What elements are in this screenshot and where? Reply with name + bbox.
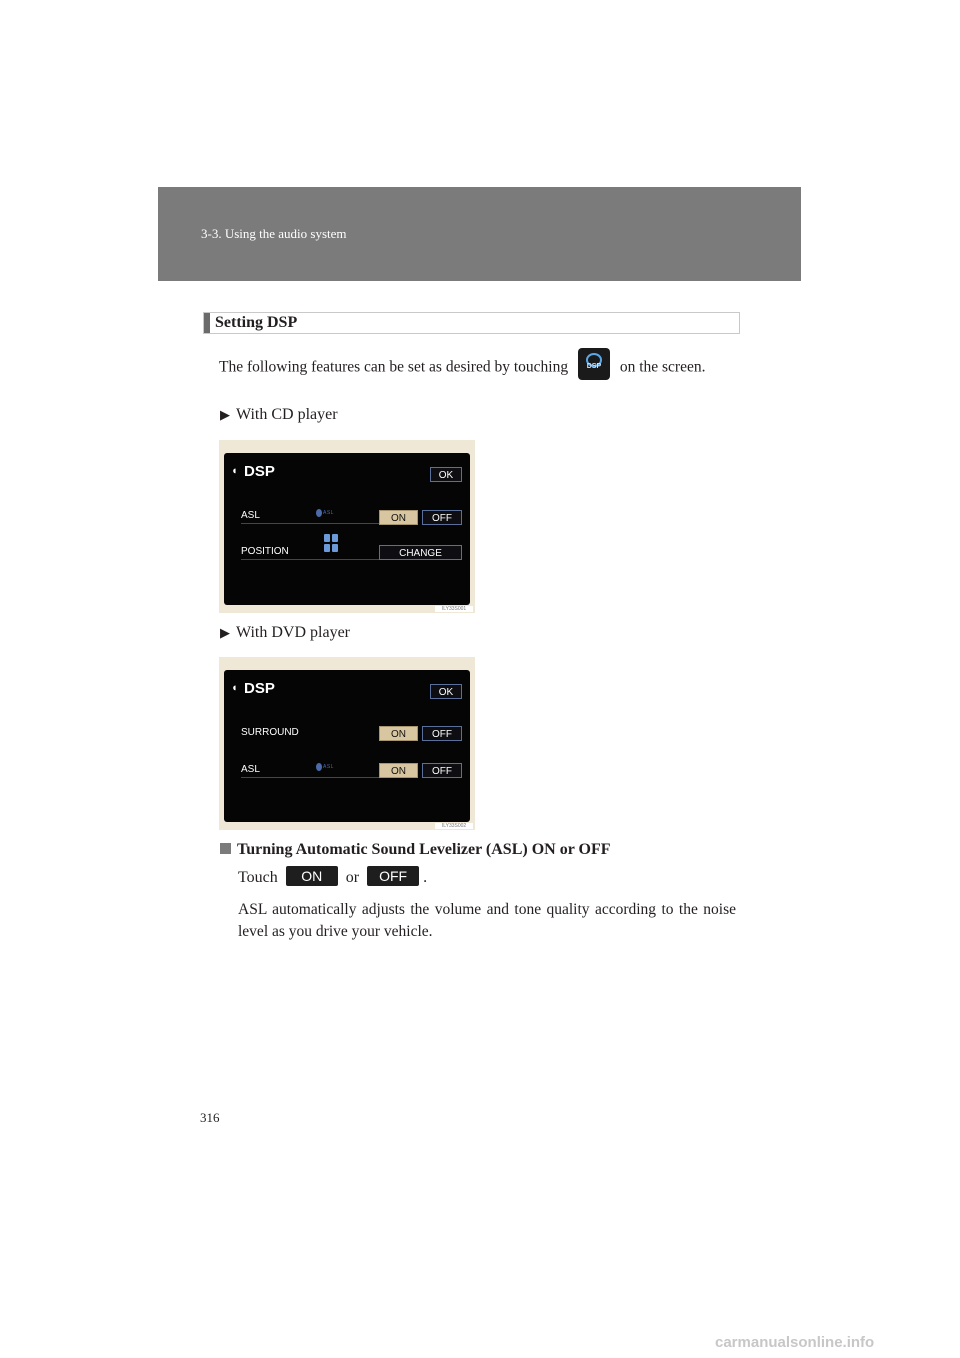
dvd-player-label: ▶ With DVD player bbox=[220, 624, 350, 641]
speaker-icon: ◖ bbox=[231, 682, 238, 694]
watermark: carmanualsonline.info bbox=[715, 1334, 875, 1351]
asl-indicator-icon: ASL bbox=[316, 763, 336, 771]
dvd-dsp-screen bbox=[219, 657, 475, 830]
section-title-bar bbox=[203, 312, 740, 334]
section-accent bbox=[204, 313, 210, 333]
asl-subheading: Turning Automatic Sound Levelizer (ASL) ON or OFF bbox=[220, 841, 611, 859]
dsp-screen-title: DSP bbox=[244, 463, 275, 480]
intro-paragraph bbox=[219, 352, 737, 384]
asl-indicator-icon: ASL bbox=[316, 509, 336, 517]
intro-text-1: The following features can be set as desired by touching bbox=[219, 358, 569, 376]
section-breadcrumb: 3-3. Using the audio system bbox=[201, 226, 347, 241]
dsp-icon: DSP bbox=[578, 348, 610, 380]
dsp-screen-title: DSP bbox=[244, 680, 275, 697]
seat-position-icon bbox=[324, 534, 340, 554]
asl-off-button[interactable]: OFF bbox=[422, 763, 462, 778]
surround-label: SURROUND bbox=[241, 727, 299, 738]
touch-instruction: Touch ON or OFF . bbox=[238, 868, 428, 886]
asl-label: ASL bbox=[241, 510, 260, 521]
off-button-inline: OFF bbox=[367, 866, 419, 886]
asl-on-button[interactable]: ON bbox=[379, 763, 418, 778]
surround-on-button[interactable]: ON bbox=[379, 726, 418, 741]
surround-off-button[interactable]: OFF bbox=[422, 726, 462, 741]
asl-label: ASL bbox=[241, 764, 260, 775]
position-label: POSITION bbox=[241, 546, 289, 557]
square-bullet-icon bbox=[220, 843, 231, 854]
figure-code: ILY33S001 bbox=[435, 606, 473, 612]
header-band bbox=[158, 187, 801, 281]
ok-button[interactable]: OK bbox=[430, 467, 462, 482]
page-number: 316 bbox=[200, 1110, 220, 1125]
speaker-icon: ◖ bbox=[231, 465, 238, 477]
change-button[interactable]: CHANGE bbox=[379, 545, 462, 560]
asl-on-button[interactable]: ON bbox=[379, 510, 418, 525]
figure-code: ILY33S002 bbox=[435, 823, 473, 829]
asl-off-button[interactable]: OFF bbox=[422, 510, 462, 525]
triangle-bullet-icon: ▶ bbox=[220, 625, 230, 640]
on-button-inline: ON bbox=[286, 866, 338, 886]
triangle-bullet-icon: ▶ bbox=[220, 407, 230, 422]
cd-player-label: ▶ With CD player bbox=[220, 406, 338, 423]
cd-dsp-screen bbox=[219, 440, 475, 613]
asl-description: ASL automatically adjusts the volume and tone quality according to the noise level as you drive your vehicle. bbox=[238, 901, 736, 940]
section-title: Setting DSP bbox=[215, 314, 298, 331]
ok-button[interactable]: OK bbox=[430, 684, 462, 699]
intro-text-2: on the screen. bbox=[619, 358, 706, 376]
